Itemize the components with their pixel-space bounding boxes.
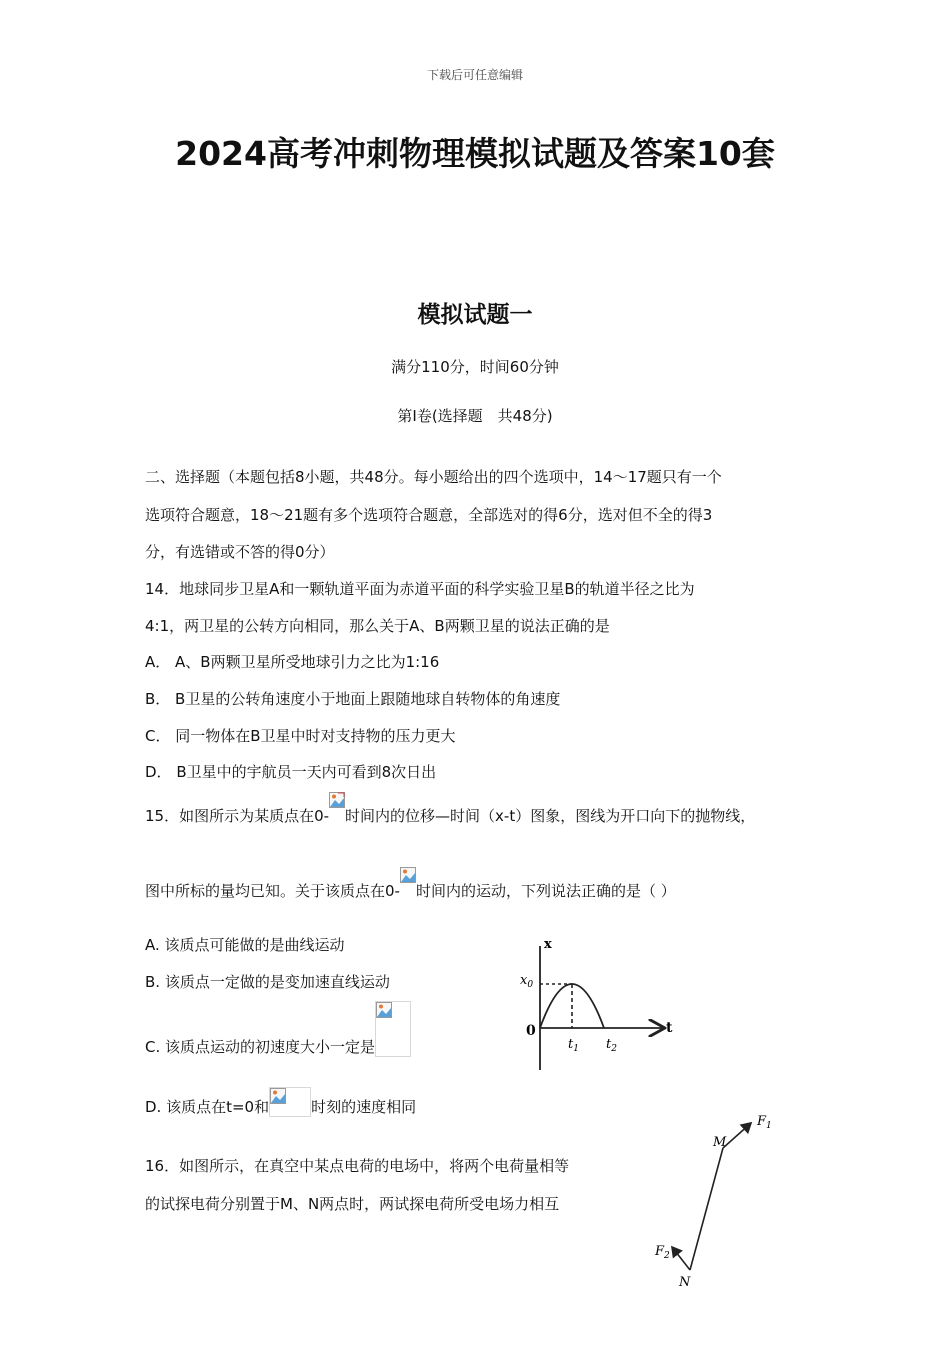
f1-label: $F_1$	[757, 1114, 772, 1131]
q15-stem-line-1-post: 时间内的位移—时间（x-t）图象，图线为开口向下的抛物线，	[345, 807, 756, 825]
x0-label: $x_0$	[520, 973, 534, 990]
x-axis-label: t	[666, 1020, 673, 1036]
q16-stem-line-1: 16．如图所示，在真空中某点电荷的电场中，将两个电荷量相等	[145, 1157, 570, 1175]
exam-part: 第Ⅰ卷(选择题 共48分)	[397, 407, 553, 425]
q15-stem-line-2	[145, 867, 676, 901]
q15-option-d	[145, 1087, 416, 1117]
point-n-label: N	[679, 1275, 691, 1290]
y-axis-label: x	[544, 937, 552, 952]
q14-option-c: C． 同一物体在B卫星中时对支持物的压力更大	[145, 727, 456, 745]
q15-option-d-pre: D. 该质点在t=0和	[145, 1098, 270, 1116]
q15-option-d-post: 时刻的速度相同	[311, 1098, 417, 1116]
q15-option-b: B. 该质点一定做的是变加速直线运动	[145, 973, 390, 991]
broken-image-icon	[375, 1001, 411, 1057]
document-title: 2024高考冲刺物理模拟试题及答案10套	[175, 134, 775, 173]
q15-stem-line-2-post: 时间内的运动，下列说法正确的是（ ）	[415, 882, 676, 900]
electric-field-figure	[645, 1105, 795, 1295]
q14-option-b: B． B卫星的公转角速度小于地面上跟随地球自转物体的角速度	[145, 690, 561, 708]
exam-subtitle: 模拟试题一	[417, 302, 533, 328]
instructions-line-2: 选项符合题意，18～21题有多个选项符合题意，全部选对的得6分，选对但不全的得3	[145, 506, 713, 524]
q14-stem-line-1: 14．地球同步卫星A和一颗轨道平面为赤道平面的科学实验卫星B的轨道半径之比为	[145, 580, 695, 598]
q15-option-a: A. 该质点可能做的是曲线运动	[145, 936, 345, 954]
exam-meta: 满分110分，时间60分钟	[391, 358, 559, 376]
origin-label: 0	[526, 1023, 536, 1039]
q16-stem-line-2: 的试探电荷分别置于M、N两点时，两试探电荷所受电场力相互	[145, 1195, 560, 1213]
q15-stem-line-1-pre: 15．如图所示为某质点在0-	[145, 807, 330, 825]
force-f2-arrow	[672, 1247, 690, 1270]
broken-image-icon	[400, 867, 416, 901]
instructions-line-1: 二、选择题（本题包括8小题，共48分。每小题给出的四个选项中，14～17题只有一个	[145, 468, 722, 486]
broken-image-icon	[269, 1087, 311, 1117]
q15-stem-line-1	[145, 792, 755, 826]
xt-graph	[508, 932, 688, 1077]
f2-label: $F_2$	[655, 1244, 670, 1261]
instructions-line-3: 分，有选错或不答的得0分）	[145, 543, 335, 561]
t2-label: $t_2$	[606, 1037, 617, 1054]
q14-stem-line-2: 4:1，两卫星的公转方向相同，那么关于A、B两颗卫星的说法正确的是	[145, 617, 610, 635]
page-header: 下载后可任意编辑	[426, 68, 523, 82]
point-m-label: M	[713, 1135, 727, 1150]
force-f1-arrow	[723, 1123, 751, 1148]
t1-label: $t_1$	[568, 1037, 579, 1054]
field-line	[690, 1148, 723, 1270]
q15-option-c-text: C. 该质点运动的初速度大小一定是	[145, 1038, 376, 1056]
q15-option-c	[145, 1001, 411, 1057]
q14-option-a: A． A、B两颗卫星所受地球引力之比为1:16	[145, 653, 440, 671]
q14-option-d: D． B卫星中的宇航员一天内可看到8次日出	[145, 763, 437, 781]
q15-stem-line-2-pre: 图中所标的量均已知。关于该质点在0-	[145, 882, 400, 900]
broken-image-icon	[329, 792, 345, 826]
